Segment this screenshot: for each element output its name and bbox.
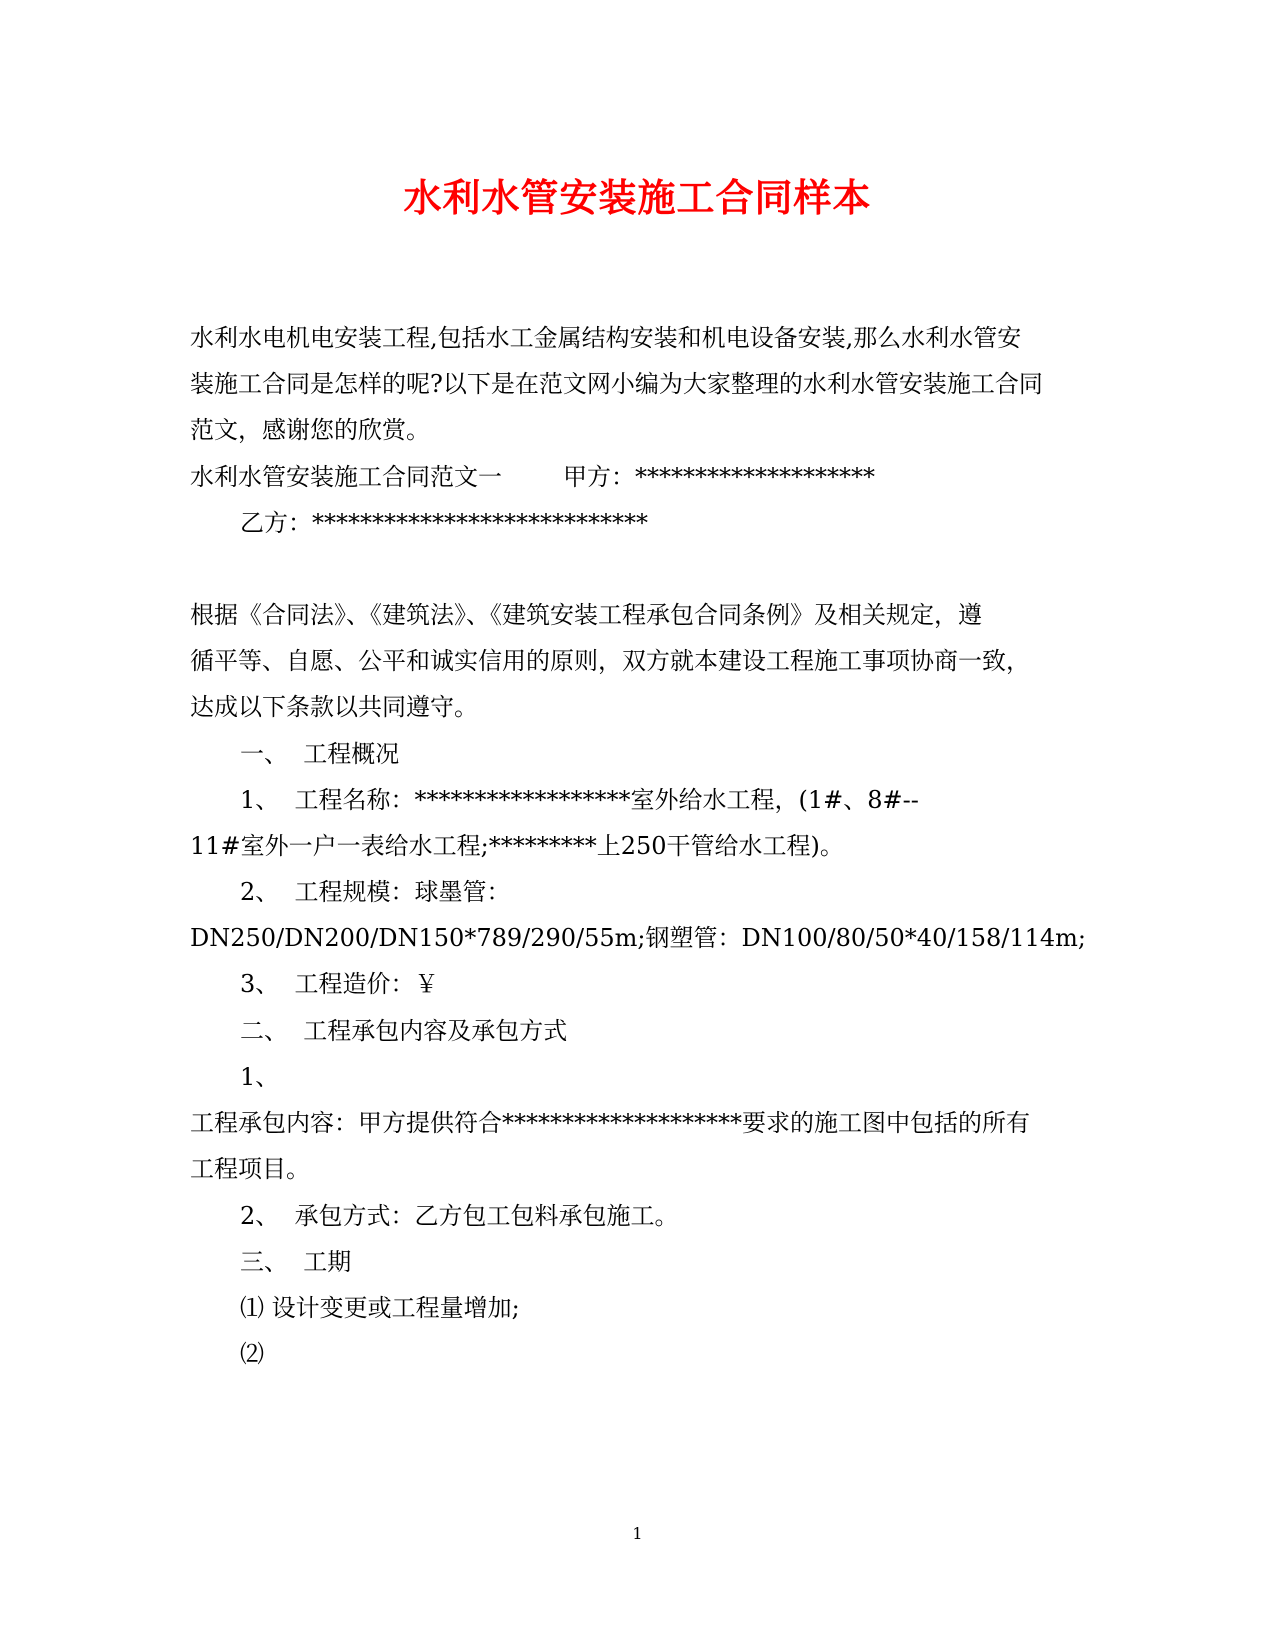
- clause-line: 工程承包内容：甲方提供符合********************要求的施工图中包括的所有: [190, 1109, 1030, 1137]
- paragraph-line: 范文，感谢您的欣赏。: [190, 416, 430, 444]
- clause-line: ⑵: [240, 1340, 264, 1368]
- paragraph-line: 达成以下条款以共同遵守。: [190, 693, 478, 721]
- clause-line: DN250/DN200/DN150*789/290/55m;钢塑管：DN100/80/50*40/158/114m;: [190, 924, 1086, 952]
- party-a-line: 水利水管安装施工合同范文一 甲方：********************: [190, 463, 876, 491]
- clause-line: ⑴ 设计变更或工程量增加;: [240, 1294, 520, 1322]
- clause-line: 工程项目。: [190, 1155, 310, 1183]
- paragraph-line: 装施工合同是怎样的呢?以下是在范文网小编为大家整理的水利水管安装施工合同: [190, 370, 1043, 398]
- clause-line: 2、 工程规模：球墨管：: [240, 878, 511, 906]
- clause-line: 3、 工程造价：￥: [240, 970, 439, 998]
- section-heading: 一、 工程概况: [240, 740, 400, 768]
- paragraph-line: 水利水电机电安装工程,包括水工金属结构安装和机电设备安装,那么水利水管安: [190, 324, 1022, 352]
- document-title: 水利水管安装施工合同样本: [403, 175, 872, 220]
- party-b-line: 乙方：****************************: [240, 509, 648, 537]
- clause-line: 1、: [240, 1063, 280, 1091]
- clause-line: 2、 承包方式：乙方包工包料承包施工。: [240, 1202, 679, 1230]
- paragraph-line: 循平等、自愿、公平和诚实信用的原则，双方就本建设工程施工事项协商一致，: [190, 647, 1030, 675]
- page-number: 1: [632, 1524, 643, 1543]
- section-heading: 二、 工程承包内容及承包方式: [240, 1017, 568, 1045]
- paragraph-line: 根据《合同法》、《建筑法》、《建筑安装工程承包合同条例》及相关规定，遵: [190, 601, 982, 629]
- section-heading: 三、 工期: [240, 1248, 352, 1276]
- clause-line: 1、 工程名称：******************室外给水工程，(1#、8#--: [240, 786, 919, 814]
- clause-line: 11#室外一户一表给水工程;*********上250干管给水工程)。: [190, 832, 844, 860]
